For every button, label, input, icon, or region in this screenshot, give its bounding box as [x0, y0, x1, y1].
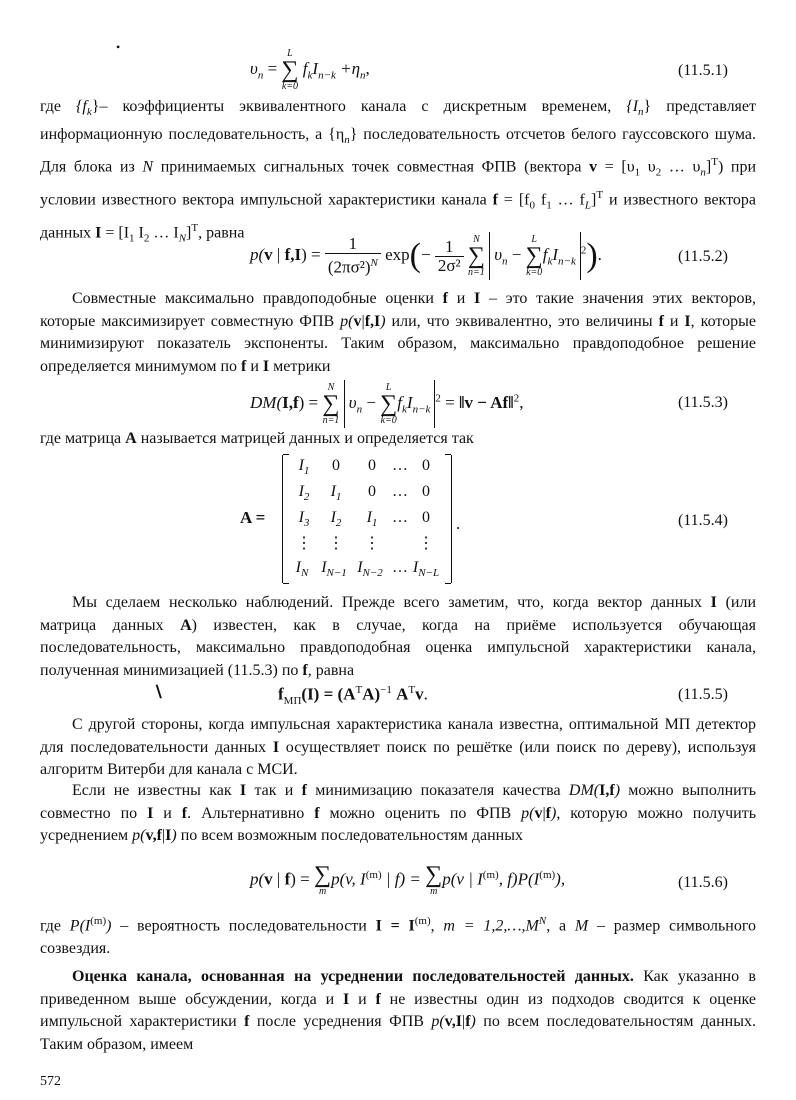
- equation-number: (11.5.3): [677, 394, 728, 411]
- paragraph-3: где матрица A называется матрицей данных и определяется так: [40, 430, 474, 447]
- paragraph-2: Совместные максимально правдоподобные оценки f и I – это такие значения этих векторов, которые максимизирует совместную ФПВ p(v|f,I) или, что эквивалентно, это величины f и I, которые минимизируют показатель экспоненты. Таким образом, максимально правдоподобное решение определяется минимумом по f и I метрики: [40, 290, 757, 375]
- matrix-row: $I_N$ $I_{N-1}$ $I_{N-2}$ … $I_{N-L}$: [295, 559, 440, 580]
- fraction: $\frac{1}{\text{2σ²}}$: [435, 238, 464, 275]
- abs-value: $\upsilon_n$ − L ∑ k=0 $f_kI_{n-k}$: [489, 232, 581, 280]
- sum-operator: L ∑ k=0: [281, 48, 299, 92]
- equation-11-5-1: [0, 48, 796, 92]
- fraction: $\frac{1}{(2\pi\sigma^2)^N}$: [325, 235, 381, 277]
- equation-11-5-2: [0, 232, 796, 288]
- page-number: 572: [40, 1074, 61, 1089]
- sum-operator: L ∑ k=0: [380, 382, 398, 426]
- equation-body: $f_{МП}(I) = (A^TA)^{-1}$ $A^Tv$.: [278, 684, 428, 708]
- equation-body: $\upsilon_n$ = L ∑ k=0 $f_kI_{n-k} +\eta_n$,: [250, 48, 370, 92]
- equation-number: (11.5.1): [677, 62, 728, 79]
- paragraph-7: где $P(I^{(m)})$ – вероятность последовательности $I = I^{(m)}$, $m = 1,2,\dots,M^N$, а M – размер символьного созвездия.: [40, 915, 757, 957]
- sum-operator: ∑ m: [425, 862, 443, 897]
- scan-tick-mark: ∖: [153, 684, 164, 701]
- equation-body: p(v | f,I) = $\frac{1}{(2\pi\sigma^2)^N}$ exp(− $\frac{1}{\text{2σ²}}$ N ∑ n=1 $\upsilon_n$ − L ∑ k=0 $f_kI_{n-k}^2$).: [250, 234, 602, 278]
- scan-speck-mark: •: [116, 40, 121, 54]
- equation-number: (11.5.4): [677, 512, 728, 529]
- sum-operator: ∑ m: [314, 862, 332, 897]
- paragraph-6: Если не известны как I так и f минимизацию показателя качества DM(I,f) можно выполнить совместно по I и f. Альтернативно f можно оценить по ФПВ p(v|f), которую можно получить усреднением p(v,f|I) по всем возможным последовательностям данных: [40, 782, 757, 844]
- sum-operator: N ∑ n=1: [322, 382, 340, 426]
- paragraph-8: Оценка канала, основанная на усреднении последовательностей данных. Как указанно в приведенном выше обсуждении, когда и I и f не известны один из подходов сводится к оценке импульсной характеристики f после усреднения ФПВ p(v,I|f) по всем последовательностям данных. Таким образом, имеем: [40, 968, 756, 1053]
- matrix-row: $I_3$ $I_2$ $I_1$ … 0: [298, 509, 430, 530]
- abs-value: $\upsilon_n$ − L ∑ k=0 $f_kI_{n-k}$: [344, 380, 436, 428]
- equation-11-5-6: [0, 864, 796, 908]
- paragraph-5: С другой стороны, когда импульсная характеристика канала известна, оптимальной МП детектор для последовательности данных I осуществляет поиск по решётке (или поиск по дереву), используя алгоритм Витерби для канала с МСИ.: [40, 716, 756, 778]
- data-matrix: [282, 455, 452, 583]
- paragraph-1: где $\{f_k\}-$ коэффициенты эквивалентного канала с дискретным временем, $\{I_n\}$ представляет информационную последовательность, а $\{\eta_n\}$ последовательность отсчетов белого гауссовского шума. Для блока из N принимаемых сигнальных точек совместная ФПВ (вектора $v = [\upsilon_1$ $\upsilon_2$ … $\upsilon_n]^T$) при условии известного вектора импульсной характеристики канала $f = [f_0$ $f_1$ … $f_L]^T$ и известного вектора данных $I = [I_1$ $I_2$ … $I_N]^T$, равна: [40, 98, 757, 245]
- equation-body: p(v | f) = ∑ m p(v, $I^{(m)}$ | f) = ∑ m p(v | $I^{(m)}$, $f)P(I^{(m)})$,: [250, 862, 566, 897]
- matrix-lhs: A =: [240, 508, 266, 527]
- equation-number: (11.5.6): [677, 874, 728, 891]
- matrix-row: ⋮ ⋮ ⋮ ⋮: [296, 535, 434, 552]
- matrix-row: $I_2$ $I_1$ 0 … 0: [298, 483, 430, 504]
- matrix-row: $I_1$ 0 0 … 0: [298, 457, 430, 478]
- equation-number: (11.5.2): [677, 248, 728, 265]
- sum-operator: L ∑ k=0: [525, 234, 543, 278]
- section-subheading: Оценка канала, основанная на усреднении последовательностей данных.: [72, 968, 634, 985]
- matrix-tail: .: [456, 514, 461, 533]
- equation-number: (11.5.5): [677, 686, 728, 703]
- paragraph-4: Мы сделаем несколько наблюдений. Прежде всего заметим, что, когда вектор данных I (или матрица данных A) известен, как в случае, когда на приёме используется обучающая последовательность, максимально правдоподобная оценка импульсной характеристики канала, полученная минимизацией (11.5.3) по f, равна: [40, 594, 757, 679]
- sum-operator: N ∑ n=1: [467, 234, 485, 278]
- equation-body: DM(I,f) = N ∑ n=1 $\upsilon_n$ − L ∑ k=0 $f_kI_{n-k}^2$ = ‖v − Af‖$^2$,: [250, 382, 524, 426]
